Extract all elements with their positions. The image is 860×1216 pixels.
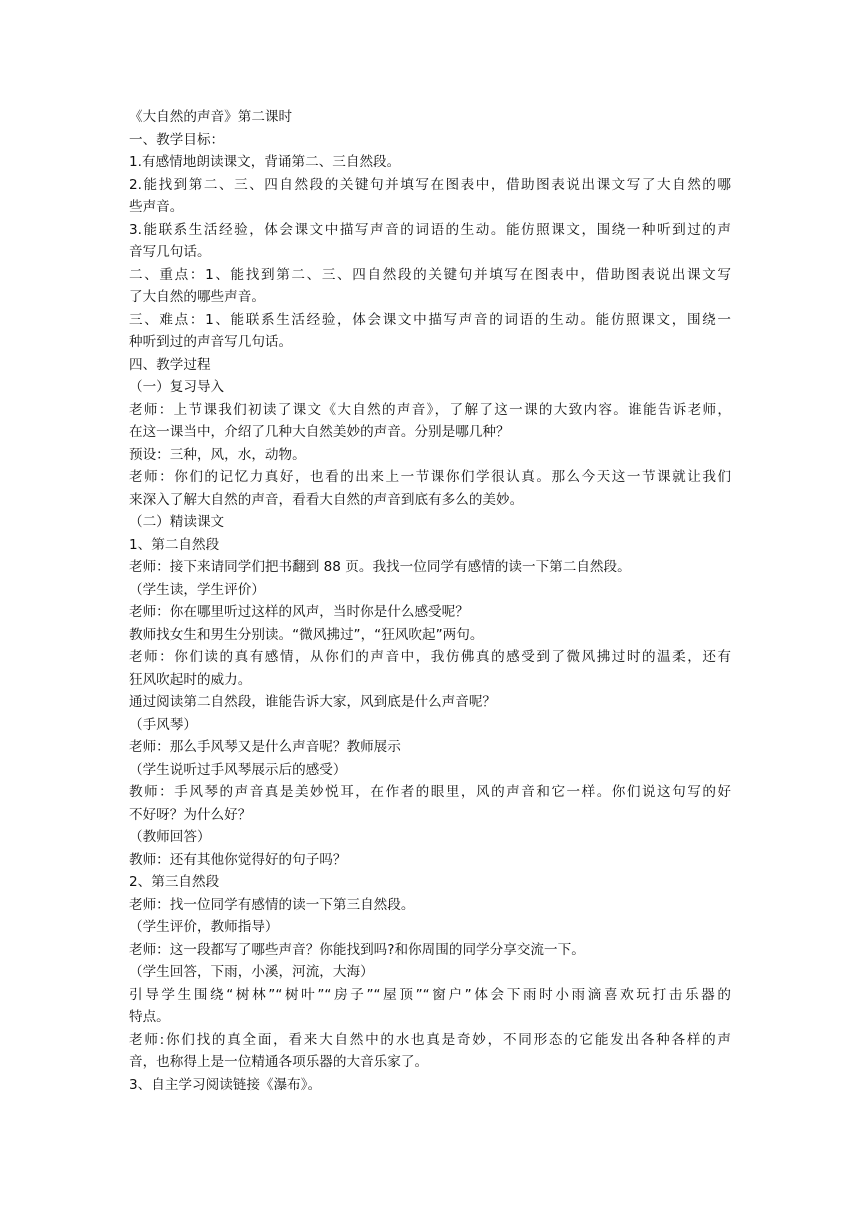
text-line: 来深入了解大自然的声音，看看大自然的声音到底有多么的美妙。	[129, 491, 524, 508]
text-line: 3.能联系生活经验，体会课文中描写声音的词语的生动。能仿照课文，围绕一种听到过的声	[129, 221, 731, 238]
text-line: 在这一课当中，介绍了几种大自然美妙的声音。分别是哪几种？	[129, 424, 510, 440]
text-line: 通过阅读第二自然段，谁能告诉大家，风到底是什么声音呢？	[129, 694, 497, 710]
section-heading: 一、教学目标：	[129, 131, 225, 148]
text-line: （学生评价，教师指导）	[129, 919, 279, 935]
text-line: 狂风吹起时的威力。	[129, 671, 252, 688]
text-line: 音写几句话。	[129, 244, 211, 260]
subsection-heading: 3、自主学习阅读链接《瀑布》。	[129, 1076, 322, 1093]
text-line: 老师：上节课我们初读了课文《大自然的声音》，了解了这一课的大致内容。谁能告诉老师，	[129, 401, 731, 418]
subsection-heading: 1、第二自然段	[129, 536, 220, 553]
text-line: 了大自然的哪些声音。	[129, 289, 265, 305]
text-line: （教师回答）	[129, 829, 211, 845]
text-line: 老师:你们找的真全面，看来大自然中的水也真是奇妙，不同形态的它能发出各种各样的声	[129, 1031, 731, 1048]
subsection-heading: 2、第三自然段	[129, 874, 220, 890]
text-line: （手风琴）	[129, 716, 197, 733]
text-line: 老师：你在哪里听过这样的风声，当时你是什么感受呢？	[129, 604, 469, 620]
section-heading: 四、教学过程	[129, 356, 211, 373]
text-line: （学生说听过手风琴展示后的感受）	[129, 761, 347, 778]
text-line: 教师找女生和男生分别读。“微风拂过”，“狂风吹起”两句。	[129, 626, 484, 643]
text-line: 老师：你们读的真有感情，从你们的声音中，我仿佛真的感受到了微风拂过时的温柔，还有	[129, 649, 731, 665]
text-line: （学生读，学生评价）	[129, 581, 265, 598]
document-page	[129, 106, 731, 1096]
text-line: 老师：找一位同学有感情的读一下第三自然段。	[129, 896, 415, 913]
text-line: 种听到过的声音写几句话。	[129, 334, 293, 350]
text-line: 教师：还有其他你觉得好的句子吗？	[129, 851, 347, 868]
text-line: 不好呀？为什么好？	[129, 806, 252, 823]
text-line: （学生回答，下雨，小溪，河流，大海）	[129, 964, 374, 980]
text-line: 预设：三种，风，水，动物。	[129, 446, 306, 463]
text-line: 特点。	[129, 1009, 170, 1025]
text-line: 三、难点：1、能联系生活经验，体会课文中描写声音的词语的生动。能仿照课文，围绕一	[129, 311, 731, 328]
doc-title: 《大自然的声音》第二课时	[129, 109, 293, 125]
text-line: 引导学生围绕“树林”“树叶”“房子”“屋顶”“窗户”体会下雨时小雨滴喜欢玩打击乐器的	[129, 986, 731, 1003]
text-line: 2.能找到第二、三、四自然段的关键句并填写在图表中，借助图表说出课文写了大自然的哪	[129, 176, 731, 193]
subsection-heading: （二）精读课文	[129, 514, 225, 530]
text-line: 二、重点：1、能找到第二、三、四自然段的关键句并填写在图表中，借助图表说出课文写	[129, 266, 731, 283]
text-line: 老师：这一段都写了哪些声音？你能找到吗?和你周围的同学分享交流一下。	[129, 941, 585, 958]
text-line: 教师：手风琴的声音真是美妙悦耳，在作者的眼里，风的声音和它一样。你们说这句写的好	[129, 784, 731, 800]
text-line: 老师：你们的记忆力真好，也看的出来上一节课你们学很认真。那么今天这一节课就让我们	[129, 469, 731, 485]
text-line: 1.有感情地朗读课文，背诵第二、三自然段。	[129, 154, 401, 170]
text-line: 老师：那么手风琴又是什么声音呢？教师展示	[129, 739, 401, 755]
text-line: 些声音。	[129, 199, 184, 215]
text-line: 老师：接下来请同学们把书翻到 88 页。我找一位同学有感情的读一下第二自然段。	[129, 559, 631, 575]
subsection-heading: （一）复习导入	[129, 379, 225, 395]
text-line: 音，也称得上是一位精通各项乐器的大音乐家了。	[129, 1054, 429, 1070]
